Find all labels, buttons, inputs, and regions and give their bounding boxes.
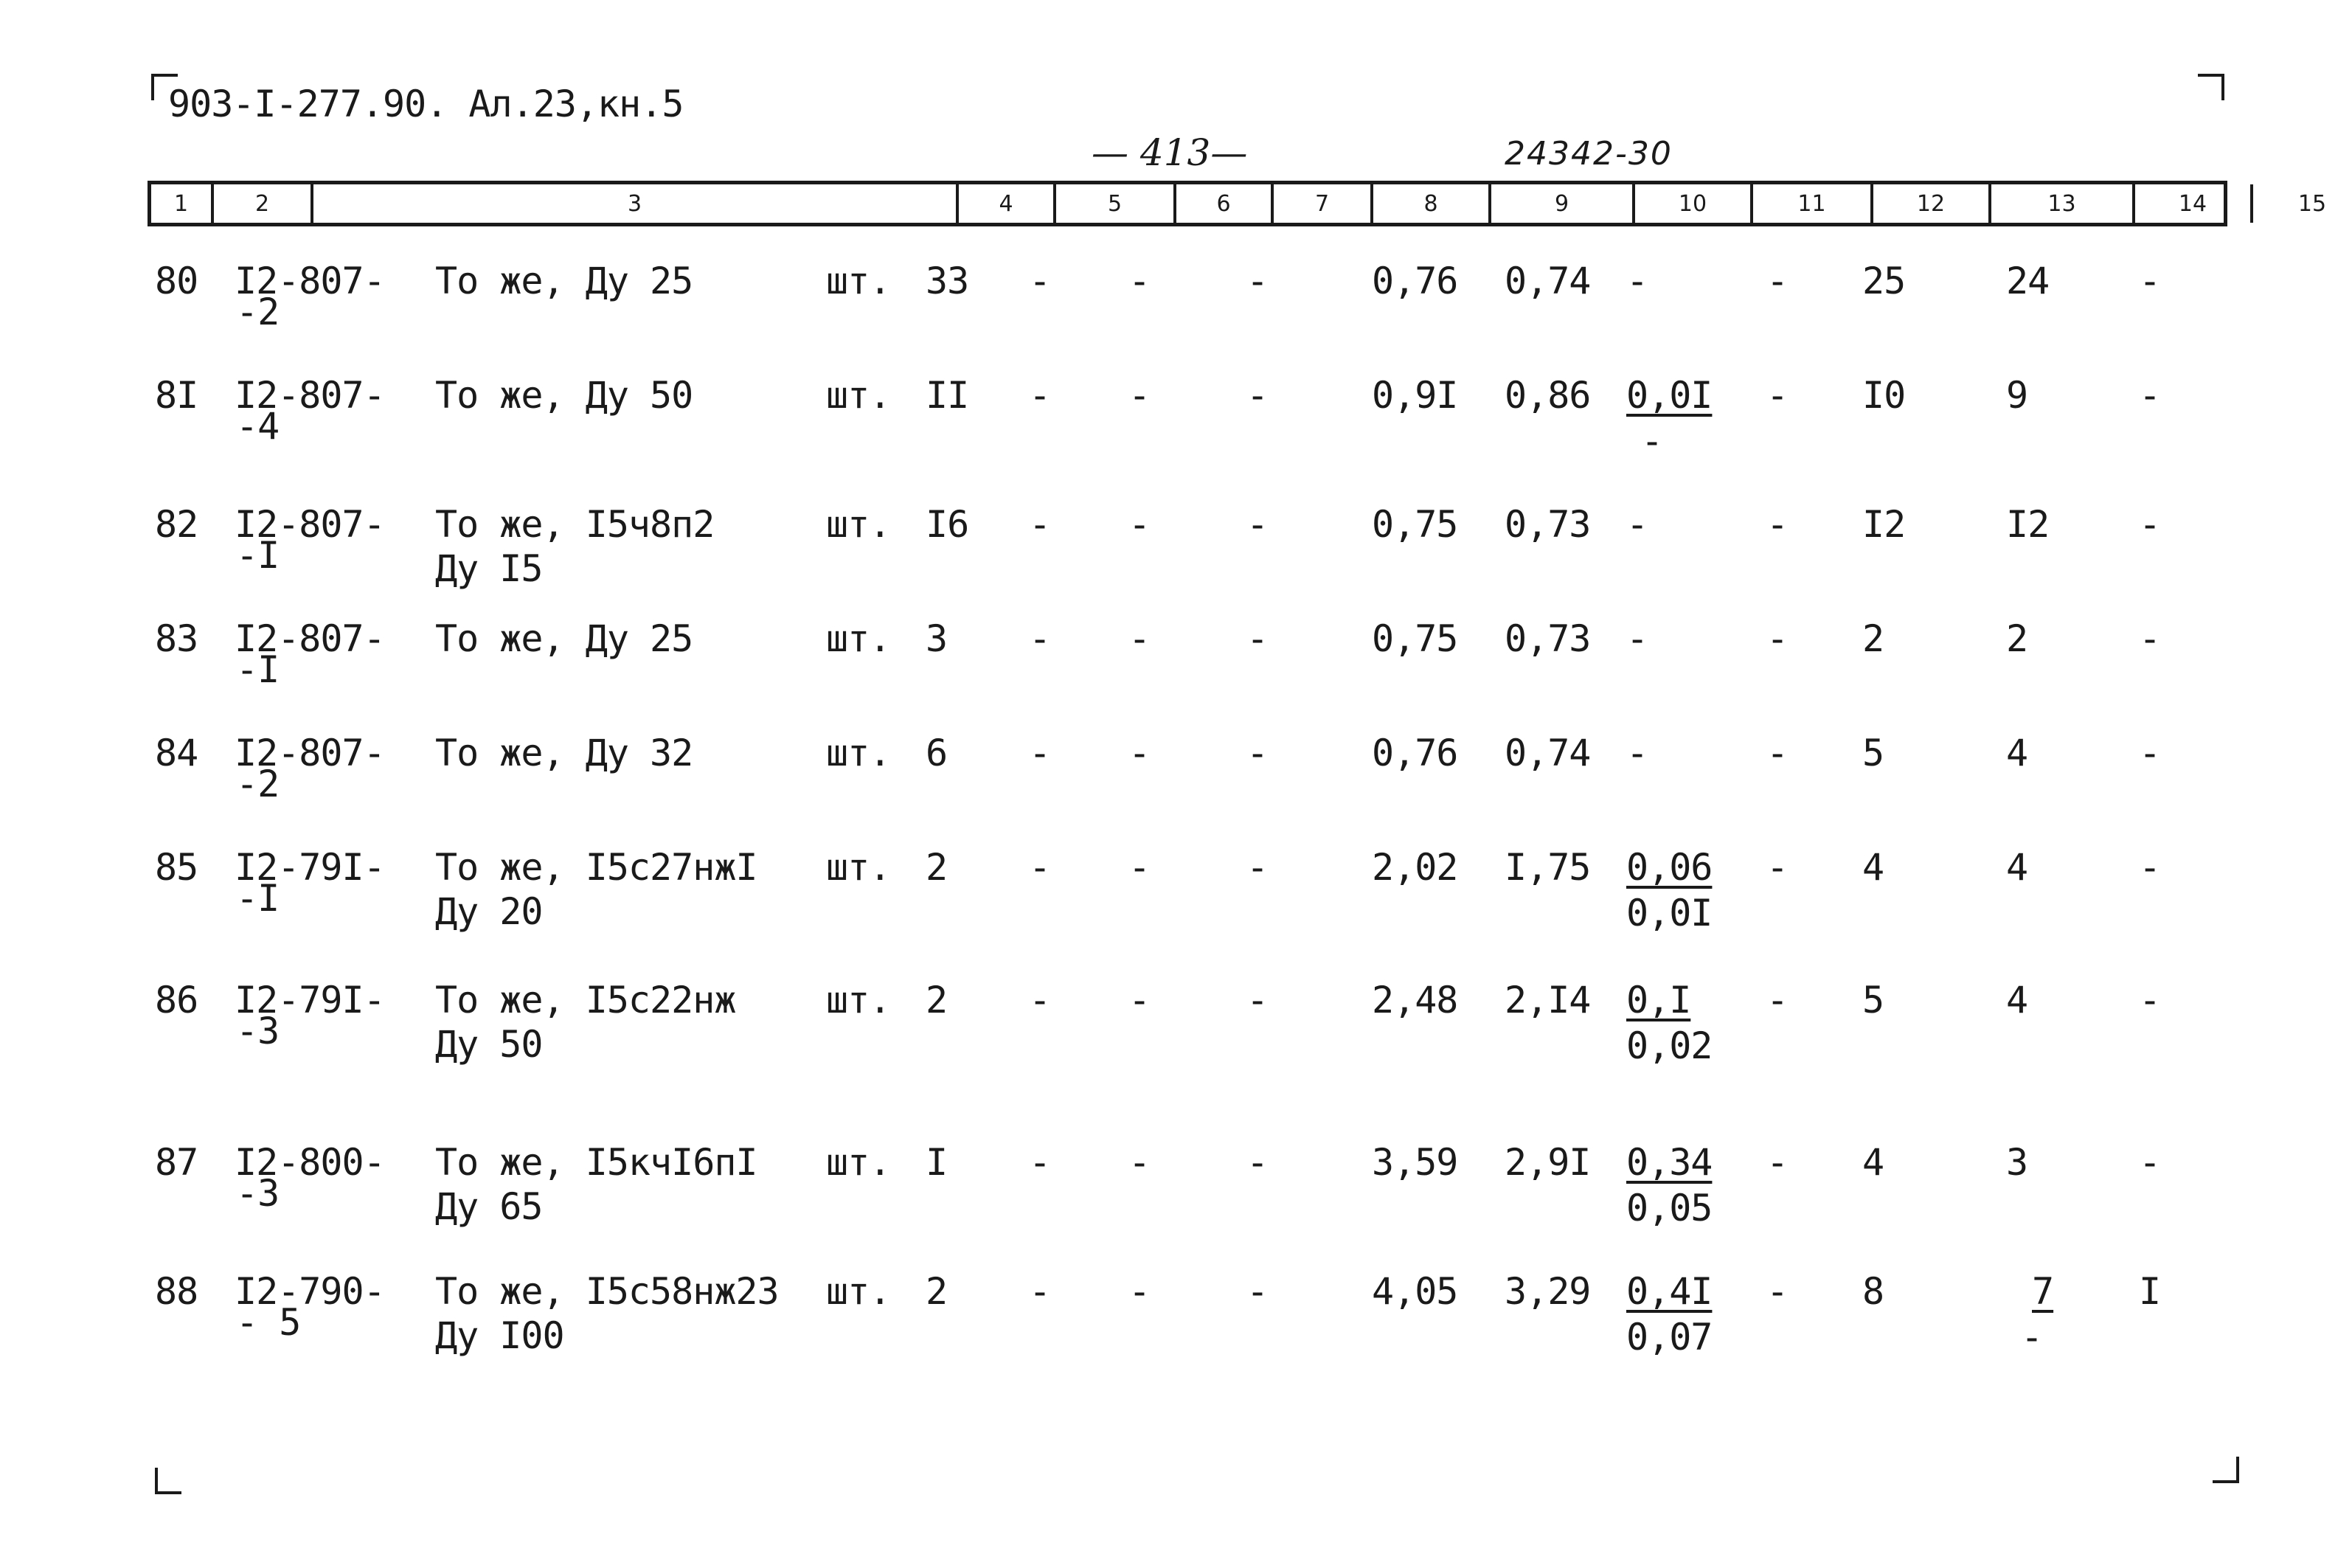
column-header: 7 (1274, 184, 1373, 223)
column-header: 2 (214, 184, 313, 223)
col-12-value: - (1766, 846, 1789, 889)
row-number: 82 (155, 503, 198, 546)
unit: шт. (826, 846, 891, 889)
col-12-value: - (1766, 1270, 1789, 1313)
corner-mark-bottom-left (155, 1468, 181, 1494)
col-11-value-bottom: 0,02 (1626, 1024, 1713, 1067)
corner-mark-top-right (2198, 74, 2224, 100)
col-6-value: - (1029, 732, 1051, 774)
item-code: I2-79I- (235, 846, 385, 889)
corner-mark-bottom-right (2213, 1457, 2239, 1483)
column-header: 8 (1373, 184, 1491, 223)
col-7-value: - (1128, 260, 1151, 302)
col-11-value: - (1626, 503, 1648, 546)
column-header: 12 (1873, 184, 1991, 223)
unit: шт. (826, 617, 891, 660)
item-code: I2-807- (235, 503, 385, 546)
column-header: 9 (1491, 184, 1635, 223)
item-description-line2: Ду 65 (435, 1185, 543, 1228)
col-8-value: - (1246, 1270, 1269, 1313)
row-number: 80 (155, 260, 198, 302)
column-header: 11 (1753, 184, 1873, 223)
unit: шт. (826, 1270, 891, 1313)
item-code: I2-807- (235, 374, 385, 417)
col-12-value: - (1766, 732, 1789, 774)
col-9-value: 0,9I (1372, 374, 1458, 417)
col-13-value: I0 (1862, 374, 1906, 417)
col-6-value: - (1029, 617, 1051, 660)
item-code-suffix: -I (236, 534, 280, 577)
item-code-suffix: -I (236, 877, 280, 920)
col-11-value: - (1626, 617, 1648, 660)
item-code: I2-79I- (235, 979, 385, 1021)
col-8-value: - (1246, 374, 1269, 417)
col-6-value: - (1029, 1141, 1051, 1184)
quantity: 2 (926, 1270, 948, 1313)
col-13-value: 2 (1862, 617, 1884, 660)
col-7-value: - (1128, 1141, 1151, 1184)
col-7-value: - (1128, 1270, 1151, 1313)
col-11-value: 0,I (1626, 979, 1691, 1021)
col-12-value: - (1766, 617, 1789, 660)
row-number: 86 (155, 979, 198, 1021)
unit: шт. (826, 1141, 891, 1184)
col-9-value: 3,59 (1372, 1141, 1458, 1184)
quantity: I6 (926, 503, 969, 546)
col-13-value: I2 (1862, 503, 1906, 546)
col-14-value: 7 (2032, 1270, 2054, 1313)
col-6-value: - (1029, 846, 1051, 889)
col-15-value: - (2139, 617, 2161, 660)
col-14-value: 2 (2006, 617, 2028, 660)
item-code-suffix: -4 (236, 405, 280, 448)
col-11-value-bottom: 0,05 (1626, 1187, 1713, 1229)
col-15-value: - (2139, 732, 2161, 774)
col-15-value: - (2139, 979, 2161, 1021)
item-code-suffix: -3 (236, 1172, 280, 1215)
col-6-value: - (1029, 260, 1051, 302)
col-9-value: 0,76 (1372, 260, 1458, 302)
quantity: 2 (926, 979, 948, 1021)
col-10-value: 0,74 (1505, 260, 1591, 302)
col-9-value: 0,75 (1372, 503, 1458, 546)
row-number: 84 (155, 732, 198, 774)
item-description-line2: Ду 20 (435, 890, 543, 933)
col-10-value: 0,86 (1505, 374, 1591, 417)
column-header: 15 (2297, 190, 2327, 217)
col-10-value: 2,I4 (1505, 979, 1591, 1021)
col-11-value-bottom: - (1641, 420, 1663, 462)
col-14-value: 24 (2006, 260, 2050, 302)
col-14-value: 9 (2006, 374, 2028, 417)
column-header: 6 (1176, 184, 1274, 223)
item-code-suffix: -I (236, 648, 280, 691)
row-number: 87 (155, 1141, 198, 1184)
row-number: 88 (155, 1270, 198, 1313)
item-description: То же, I5с22нж (435, 979, 736, 1021)
item-description-line2: Ду 50 (435, 1023, 543, 1066)
col-15-value: - (2139, 260, 2161, 302)
col-12-value: - (1766, 503, 1789, 546)
unit: шт. (826, 979, 891, 1021)
item-description: То же, Ду 32 (435, 732, 693, 774)
col-14-value-bottom: - (2021, 1316, 2043, 1359)
item-description: То же, I5с27нжI (435, 846, 757, 889)
col-11-value: 0,34 (1626, 1141, 1713, 1184)
col-6-value: - (1029, 503, 1051, 546)
col-14-value: 4 (2006, 732, 2028, 774)
col-14-value: 4 (2006, 846, 2028, 889)
col-13-value: 25 (1862, 260, 1906, 302)
col-11-value: - (1626, 260, 1648, 302)
unit: шт. (826, 732, 891, 774)
col-8-value: - (1246, 503, 1269, 546)
item-code: I2-807- (235, 732, 385, 774)
col-14-value: 3 (2006, 1141, 2028, 1184)
item-description: То же, I5с58нж23 (435, 1270, 779, 1313)
col-13-value: 4 (1862, 846, 1884, 889)
row-number: 85 (155, 846, 198, 889)
col-9-value: 2,48 (1372, 979, 1458, 1021)
item-code: I2-800- (235, 1141, 385, 1184)
col-8-value: - (1246, 617, 1269, 660)
column-header: 3 (313, 184, 959, 223)
col-8-value: - (1246, 1141, 1269, 1184)
col-11-value: 0,4I (1626, 1270, 1713, 1313)
col-6-value: - (1029, 979, 1051, 1021)
document-code: 903-I-277.90. Ал.23,кн.5 (168, 83, 684, 125)
quantity: 6 (926, 732, 948, 774)
item-code-suffix: -2 (236, 763, 280, 805)
table-header (148, 181, 2327, 226)
col-11-value: - (1626, 732, 1648, 774)
col-12-value: - (1766, 374, 1789, 417)
col-13-value: 4 (1862, 1141, 1884, 1184)
col-10-value: I,75 (1505, 846, 1591, 889)
item-description: То же, Ду 25 (435, 260, 693, 302)
col-15-value: - (2139, 1141, 2161, 1184)
col-10-value: 0,73 (1505, 617, 1591, 660)
quantity: II (926, 374, 969, 417)
col-10-value: 0,73 (1505, 503, 1591, 546)
item-description-line2: Ду I00 (435, 1314, 564, 1357)
col-6-value: - (1029, 374, 1051, 417)
item-description: То же, Ду 50 (435, 374, 693, 417)
col-11-value: 0,06 (1626, 846, 1713, 889)
col-9-value: 4,05 (1372, 1270, 1458, 1313)
col-9-value: 0,76 (1372, 732, 1458, 774)
col-14-value: I2 (2006, 503, 2050, 546)
col-11-value-bottom: 0,0I (1626, 892, 1713, 934)
column-header: 1 (151, 184, 214, 223)
col-12-value: - (1766, 1141, 1789, 1184)
col-6-value: - (1029, 1270, 1051, 1313)
quantity: I (926, 1141, 948, 1184)
col-15-value: I (2139, 1270, 2161, 1313)
column-header: 5 (1056, 184, 1176, 223)
col-9-value: 2,02 (1372, 846, 1458, 889)
unit: шт. (826, 503, 891, 546)
unit: шт. (826, 260, 891, 302)
col-8-value: - (1246, 979, 1269, 1021)
item-description: То же, Ду 25 (435, 617, 693, 660)
col-13-value: 5 (1862, 732, 1884, 774)
col-7-value: - (1128, 732, 1151, 774)
col-15-value: - (2139, 503, 2161, 546)
col-7-value: - (1128, 979, 1151, 1021)
item-description: То же, I5ч8п2 (435, 503, 715, 546)
col-12-value: - (1766, 260, 1789, 302)
page-number: — 413— (1092, 131, 1248, 174)
col-7-value: - (1128, 846, 1151, 889)
item-code-suffix: -3 (236, 1010, 280, 1052)
col-7-value: - (1128, 617, 1151, 660)
col-11-value-bottom: 0,07 (1626, 1316, 1713, 1359)
item-description-line2: Ду I5 (435, 547, 543, 590)
col-7-value: - (1128, 503, 1151, 546)
column-header: 4 (959, 184, 1056, 223)
column-header: 14 (2135, 184, 2253, 223)
col-7-value: - (1128, 374, 1151, 417)
item-code: I2-807- (235, 260, 385, 302)
item-description: То же, I5кчI6пI (435, 1141, 757, 1184)
column-header: 13 (1991, 184, 2135, 223)
col-13-value: 8 (1862, 1270, 1884, 1313)
col-13-value: 5 (1862, 979, 1884, 1021)
item-code-suffix: -2 (236, 291, 280, 333)
col-15-value: - (2139, 374, 2161, 417)
col-8-value: - (1246, 732, 1269, 774)
sheet-number: 24342-30 (1505, 135, 1673, 173)
col-11-value: 0,0I (1626, 374, 1713, 417)
row-number: 8I (155, 374, 198, 417)
quantity: 3 (926, 617, 948, 660)
col-10-value: 3,29 (1505, 1270, 1591, 1313)
col-15-value: - (2139, 846, 2161, 889)
quantity: 2 (926, 846, 948, 889)
quantity: 33 (926, 260, 969, 302)
item-code-suffix: - 5 (236, 1301, 301, 1344)
row-number: 83 (155, 617, 198, 660)
col-12-value: - (1766, 979, 1789, 1021)
column-header: 10 (1635, 184, 1753, 223)
col-14-value: 4 (2006, 979, 2028, 1021)
col-9-value: 0,75 (1372, 617, 1458, 660)
col-10-value: 0,74 (1505, 732, 1591, 774)
col-8-value: - (1246, 846, 1269, 889)
col-8-value: - (1246, 260, 1269, 302)
unit: шт. (826, 374, 891, 417)
item-code: I2-807- (235, 617, 385, 660)
item-code: I2-790- (235, 1270, 385, 1313)
col-10-value: 2,9I (1505, 1141, 1591, 1184)
